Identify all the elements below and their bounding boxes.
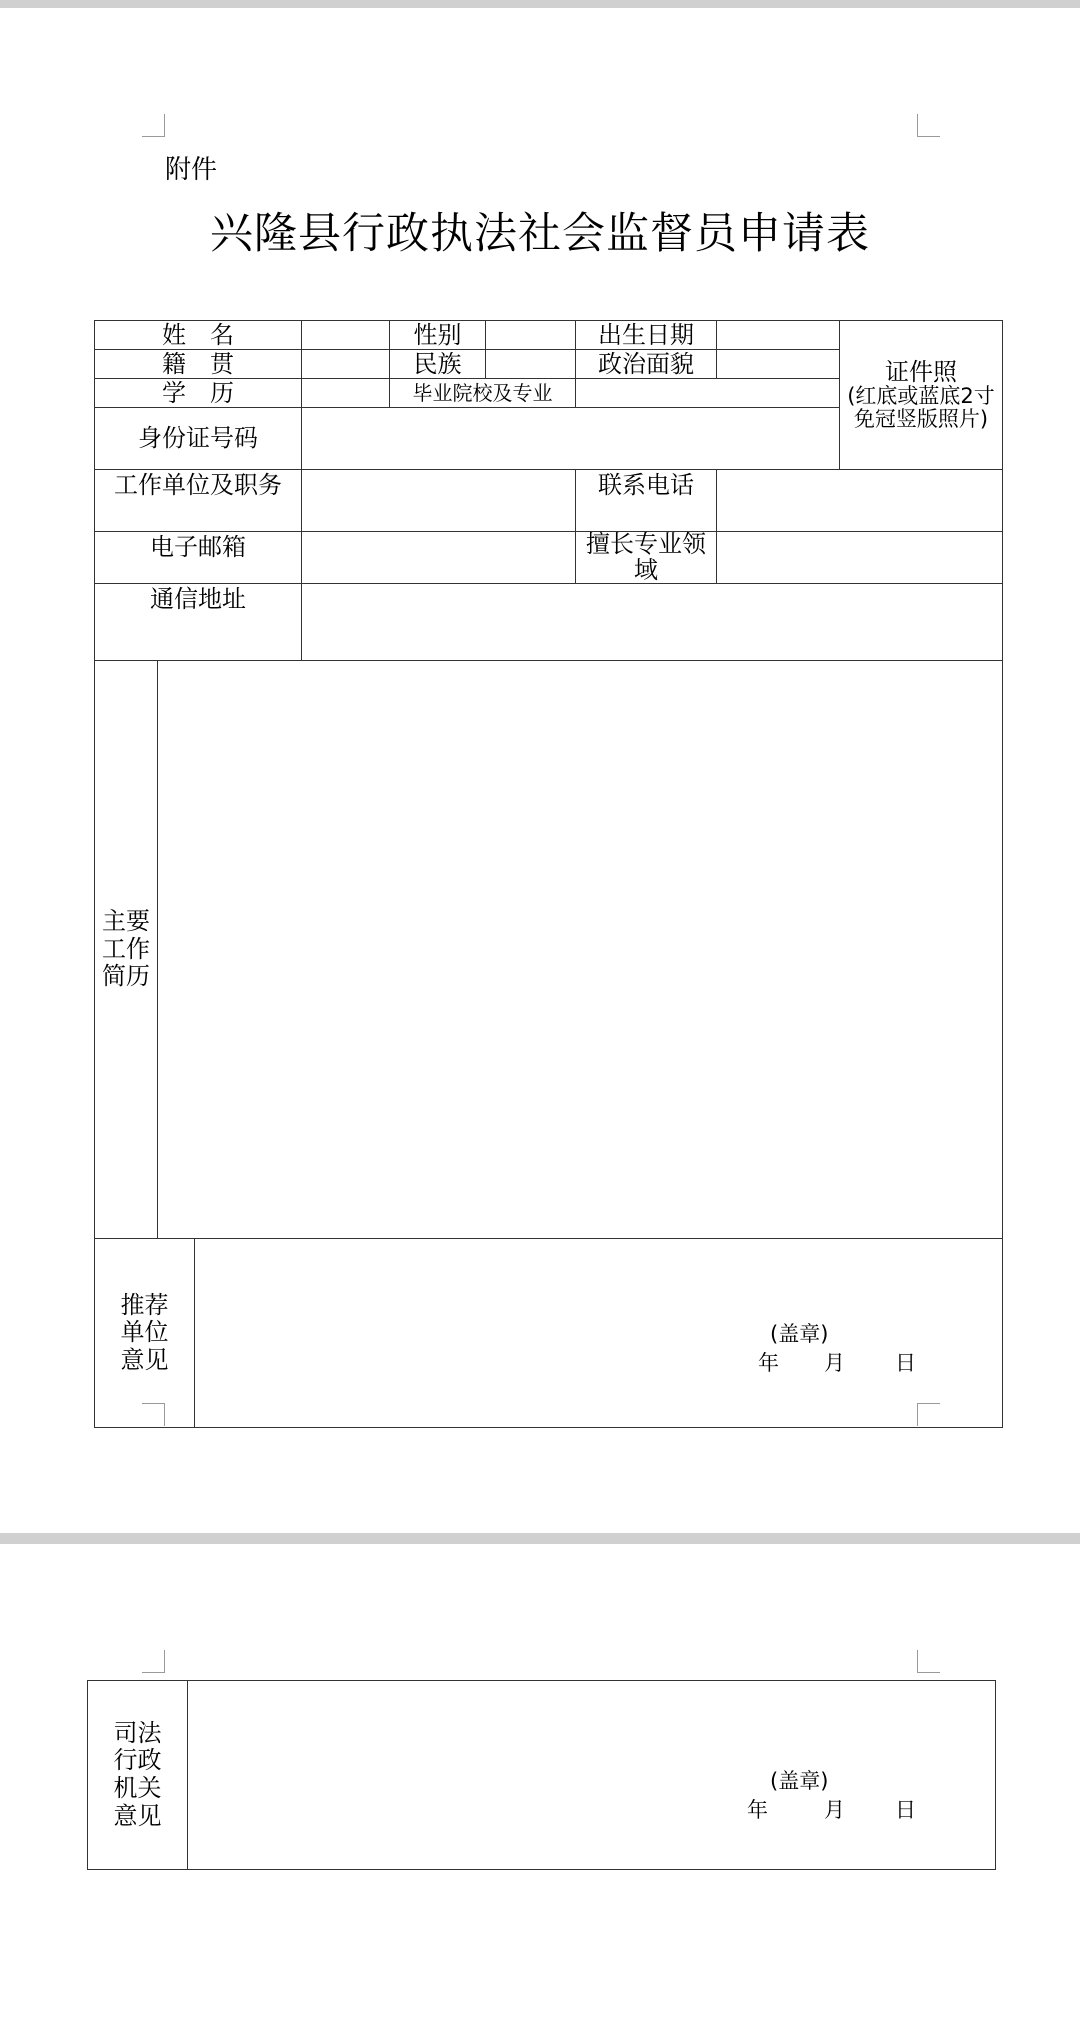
value-address[interactable] xyxy=(302,584,1003,661)
photo-box[interactable] xyxy=(840,321,1003,470)
page-title: 兴隆县行政执法社会监督员申请表 xyxy=(210,209,870,259)
value-ethnicity[interactable] xyxy=(486,350,576,379)
recommend-day: 日 xyxy=(895,1351,916,1375)
value-native-place[interactable] xyxy=(302,350,390,379)
value-political-status[interactable] xyxy=(717,350,840,379)
label-expertise: 擅长专业领域 xyxy=(576,532,717,584)
value-birth-date[interactable] xyxy=(717,321,840,350)
crop-mark xyxy=(142,114,165,137)
label-judicial: 司法行政机关意见 xyxy=(88,1681,188,1870)
value-name[interactable] xyxy=(302,321,390,350)
judicial-seal: (盖章) xyxy=(770,1769,829,1793)
value-school-major[interactable] xyxy=(576,379,840,408)
label-id-number: 身份证号码 xyxy=(95,408,302,470)
application-form xyxy=(94,320,1003,1428)
label-education: 学 历 xyxy=(95,379,302,408)
label-work-unit: 工作单位及职务 xyxy=(95,470,302,532)
recommend-month: 月 xyxy=(824,1351,845,1375)
crop-mark xyxy=(917,114,940,137)
crop-mark xyxy=(917,1650,940,1673)
label-gender: 性别 xyxy=(390,321,486,350)
label-resume: 主要工作简历 xyxy=(95,661,158,1239)
crop-mark xyxy=(142,1650,165,1673)
photo-title: 证件照 xyxy=(885,357,958,386)
document-page-1 xyxy=(0,8,1080,1533)
value-education[interactable] xyxy=(302,379,390,408)
label-name: 姓 名 xyxy=(95,321,302,350)
value-resume[interactable] xyxy=(158,661,1003,1239)
label-ethnicity: 民族 xyxy=(390,350,486,379)
recommend-seal: (盖章) xyxy=(770,1322,829,1346)
value-gender[interactable] xyxy=(486,321,576,350)
value-id-number[interactable] xyxy=(302,408,840,470)
judicial-month: 月 xyxy=(824,1798,845,1822)
judicial-day: 日 xyxy=(895,1798,916,1822)
label-address: 通信地址 xyxy=(95,584,302,661)
label-school-major: 毕业院校及专业 xyxy=(390,379,576,408)
document-page-2 xyxy=(0,1544,1080,2018)
photo-note: (红底或蓝底2寸免冠竖版照片) xyxy=(847,384,995,432)
label-political-status: 政治面貌 xyxy=(576,350,717,379)
value-expertise[interactable] xyxy=(717,532,1003,584)
value-judicial[interactable] xyxy=(188,1681,996,1870)
attachment-label: 附件 xyxy=(165,155,218,185)
value-email[interactable] xyxy=(302,532,576,584)
label-native-place: 籍 贯 xyxy=(95,350,302,379)
label-recommend: 推荐单位意见 xyxy=(95,1239,195,1428)
label-email: 电子邮箱 xyxy=(95,532,302,584)
recommend-year: 年 xyxy=(758,1351,779,1375)
label-birth-date: 出生日期 xyxy=(576,321,717,350)
label-phone: 联系电话 xyxy=(576,470,717,532)
value-work-unit[interactable] xyxy=(302,470,576,532)
value-recommend[interactable] xyxy=(195,1239,1003,1428)
judicial-form xyxy=(87,1680,996,1870)
judicial-year: 年 xyxy=(747,1798,768,1822)
value-phone[interactable] xyxy=(717,470,1003,532)
